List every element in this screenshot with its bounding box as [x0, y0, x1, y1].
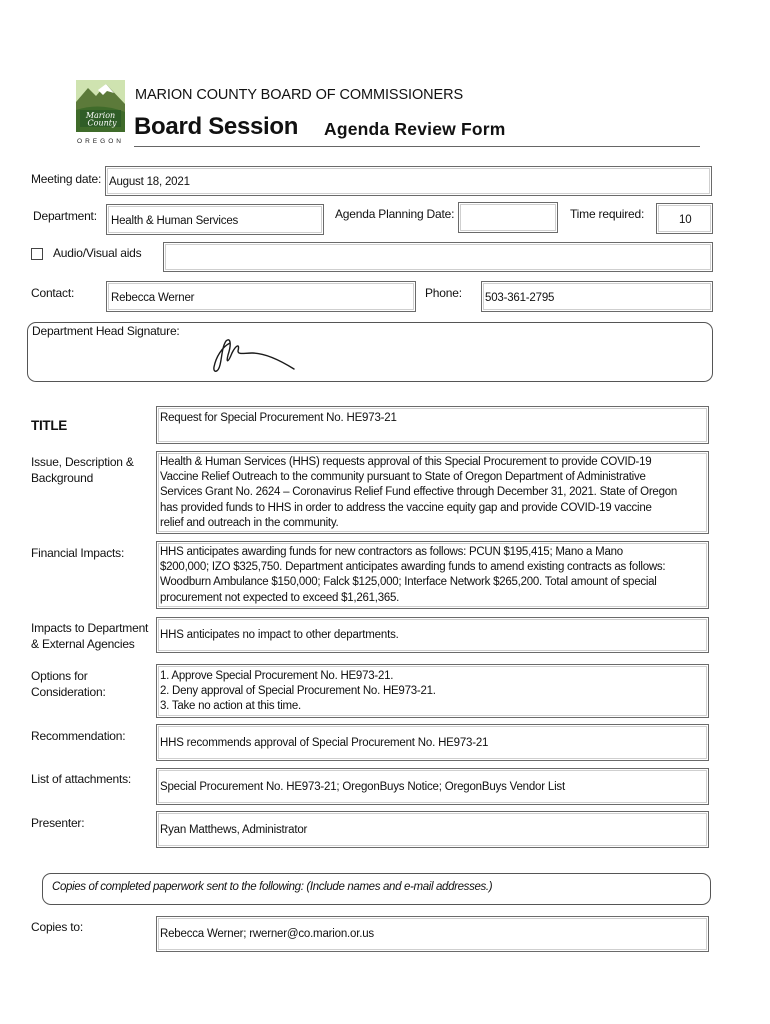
financial-line: $200,000; IZO $325,750. Department anticipates awarding funds to amend existing contracts as follows: — [160, 561, 666, 574]
contact-field[interactable] — [106, 281, 416, 312]
impacts-value: HHS anticipates no impact to other departments. — [160, 629, 399, 641]
option-item: 2. Deny approval of Special Procurement No. HE973-21. — [160, 685, 436, 698]
presenter-value: Ryan Matthews, Administrator — [160, 824, 308, 836]
issue-line: relief and outreach in the community. — [160, 516, 339, 529]
financial-field[interactable] — [156, 541, 709, 609]
header-divider — [134, 146, 700, 147]
planning-date-field[interactable] — [458, 202, 558, 233]
department-field[interactable] — [106, 204, 324, 235]
phone-value: 503-361-2795 — [485, 292, 555, 304]
issue-field[interactable] — [156, 451, 709, 534]
financial-line: HHS anticipates awarding funds for new contractors as follows: PCUN $195,415; Mano a Mano — [160, 546, 623, 558]
recommendation-label: Recommendation: — [31, 729, 126, 743]
issue-line: Vaccine Relief Outreach to the community pursuant to State of Oregon Department of Administrative — [160, 471, 646, 484]
copies-to-label: Copies to: — [31, 920, 84, 934]
options-text — [160, 669, 436, 715]
options-field[interactable] — [156, 664, 709, 718]
time-required-label: Time required: — [570, 207, 645, 221]
options-label-line2: Consideration: — [31, 685, 106, 699]
planning-date-label: Agenda Planning Date: — [335, 207, 455, 221]
contact-value: Rebecca Werner — [111, 292, 195, 304]
org-name: MARION COUNTY BOARD OF COMMISSIONERS — [135, 87, 464, 103]
recommendation-field[interactable] — [156, 724, 709, 761]
issue-label-line2: Background — [31, 471, 94, 485]
attachments-field[interactable] — [156, 768, 709, 805]
issue-line: has provided funds to HHS in order to address the vaccine equity gap and provide COVID-19 vaccine — [160, 501, 652, 514]
impacts-label-line1: Impacts to Department — [31, 621, 149, 635]
department-value: Health & Human Services — [111, 215, 239, 227]
department-label: Department: — [33, 209, 97, 223]
title-field[interactable] — [156, 406, 709, 444]
financial-line: procurement not expected to exceed $1,261,365. — [160, 591, 400, 604]
copies-to-field[interactable] — [156, 916, 709, 952]
options-label-line1: Options for — [31, 669, 88, 683]
svg-text:County: County — [87, 118, 117, 128]
phone-field[interactable] — [481, 281, 713, 312]
svg-text:OREGON: OREGON — [77, 138, 124, 145]
presenter-field[interactable] — [156, 811, 709, 848]
option-item: 3. Take no action at this time. — [160, 700, 301, 713]
issue-line: Health & Human Services (HHS) requests approval of this Special Procurement to provide COVID-19 — [160, 456, 652, 468]
form-title-main: Board Session — [134, 113, 299, 140]
recommendation-value: HHS recommends approval of Special Procurement No. HE973-21 — [160, 737, 489, 749]
contact-label: Contact: — [31, 286, 75, 300]
copies-to-value: Rebecca Werner; rwerner@co.marion.or.us — [160, 928, 374, 940]
form-title-sub: Agenda Review Form — [324, 119, 506, 139]
issue-text — [160, 455, 677, 531]
time-required-field[interactable] — [656, 203, 713, 234]
impacts-label-line2: & External Agencies — [31, 637, 135, 651]
financial-text — [160, 545, 665, 606]
title-value: Request for Special Procurement No. HE973-21 — [160, 412, 397, 424]
issue-label-line1: Issue, Description & — [31, 455, 134, 469]
attachments-label: List of attachments: — [31, 772, 132, 786]
presenter-label: Presenter: — [31, 816, 85, 830]
issue-line: Services Grant No. 2624 – Coronavirus Relief Fund effective through December 31, 2021. State of Oregon — [160, 486, 678, 499]
handwritten-signature — [208, 333, 308, 379]
attachments-value: Special Procurement No. HE973-21; OregonBuys Notice; OregonBuys Vendor List — [160, 781, 565, 793]
impacts-field[interactable] — [156, 617, 709, 653]
marion-county-logo — [76, 80, 125, 146]
financial-line: Woodburn Ambulance $150,000; Falck $125,000; Interface Network $265,200. Total amount of special — [160, 576, 657, 589]
signature-label: Department Head Signature: — [32, 324, 180, 338]
audio-visual-label: Audio/Visual aids — [53, 246, 142, 260]
financial-label: Financial Impacts: — [31, 546, 125, 560]
signature-box[interactable] — [27, 322, 713, 382]
meeting-date-value: August 18, 2021 — [109, 176, 190, 188]
phone-label: Phone: — [425, 286, 462, 300]
svg-text:Marion: Marion — [85, 111, 116, 120]
copies-notice: Copies of completed paperwork sent to the following: (Include names and e-mail addresses.) — [52, 881, 493, 893]
title-label: TITLE — [31, 418, 67, 433]
audio-visual-checkbox[interactable] — [31, 248, 43, 260]
copies-notice-box — [42, 873, 711, 905]
meeting-date-field[interactable] — [105, 166, 712, 196]
time-required-value: 10 — [679, 214, 692, 226]
meeting-date-label: Meeting date: — [31, 172, 102, 186]
option-item: 1. Approve Special Procurement No. HE973-21. — [160, 670, 394, 682]
audio-visual-field[interactable] — [163, 242, 713, 272]
